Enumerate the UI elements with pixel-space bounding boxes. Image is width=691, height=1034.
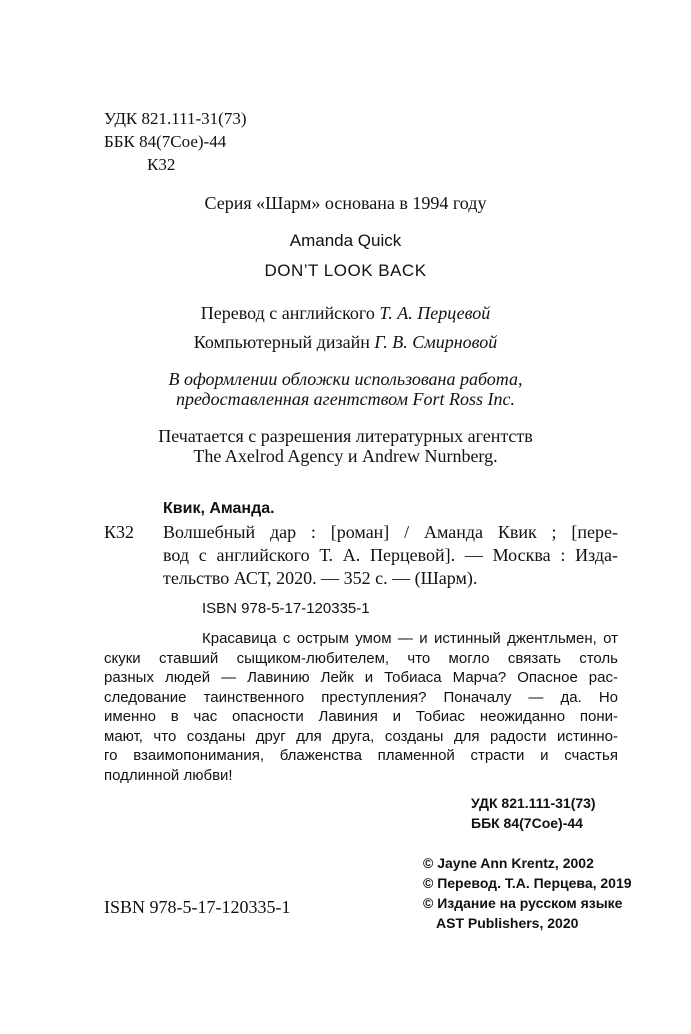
annotation-line: разных людей — Лавинию Лейк и Тобиаса Марча? Опасное рас-: [104, 669, 618, 686]
main-isbn: ISBN 978-5-17-120335-1: [104, 897, 291, 917]
series-line: Серия «Шарм» основана в 1994 году: [204, 193, 487, 213]
annotation-line: именно в час опасности Лавиния и Тобиас неожиданно пони-: [104, 708, 618, 725]
bbk-code: ББК 84(7Сое)-44: [104, 132, 227, 151]
original-author: Amanda Quick: [289, 231, 402, 250]
bottom-bbk-code: ББК 84(7Сое)-44: [471, 815, 583, 831]
permission-line-1: Печатается с разрешения литературных агентств: [158, 426, 533, 446]
catalog-line-1: Волшебный дар : [роман] / Аманда Квик ; [пере-: [163, 522, 618, 542]
annotation-line: скуки ставший сыщиком-любителем, что могло связать столь: [104, 649, 618, 667]
translator-name: Т. А. Перцевой: [379, 303, 491, 323]
design-label: Компьютерный дизайн: [193, 332, 370, 352]
copyright-line-4: AST Publishers, 2020: [436, 915, 579, 931]
design-credit: [0, 332, 691, 353]
catalog-line-2: вод с английского Т. А. Перцевой]. — Москва : Изда-: [163, 545, 618, 565]
cover-note-line-2: предоставленная агентством Fort Ross Inc.: [176, 389, 515, 409]
copyright-line-3: © Издание на русском языке: [423, 895, 623, 911]
catalog-isbn: ISBN 978-5-17-120335-1: [202, 600, 370, 617]
original-title: DON’T LOOK BACK: [264, 261, 427, 280]
annotation-paragraph: [104, 629, 618, 785]
annotation-line: следование таинственного преступления? Поначалу — да. Но: [104, 688, 618, 706]
catalog-heading: Квик, Аманда.: [163, 500, 275, 517]
bottom-udk-code: УДК 821.111-31(73): [471, 795, 596, 811]
permission-line-2: The Axelrod Agency и Andrew Nurnberg.: [193, 446, 498, 466]
annotation-line: подлинной любви!: [104, 766, 233, 784]
designer-name: Г. В. Смирновой: [374, 332, 498, 352]
annotation-line: мают, что созданы друг для друга, созданы для радости истинно-: [104, 727, 618, 745]
catalog-line-3: тельство АСТ, 2020. — 352 с. — (Шарм).: [163, 568, 478, 588]
copyright-line-2: © Перевод. Т.А. Перцева, 2019: [423, 875, 632, 891]
udk-code: УДК 821.111-31(73): [104, 109, 247, 128]
translation-credit: [0, 303, 691, 324]
catalog-author-mark: К32: [104, 522, 135, 542]
cover-note-line-1: В оформлении обложки использована работа,: [168, 369, 523, 389]
annotation-line: Красавица с острым умом — и истинный джентльмен, от: [202, 630, 618, 647]
author-mark: К32: [147, 155, 176, 174]
translation-label: Перевод с английского: [200, 303, 375, 323]
copyright-line-1: © Jayne Ann Krentz, 2002: [423, 855, 594, 871]
annotation-line: го взаимопонимания, блаженства пламенной страсти и счастья: [104, 747, 618, 764]
